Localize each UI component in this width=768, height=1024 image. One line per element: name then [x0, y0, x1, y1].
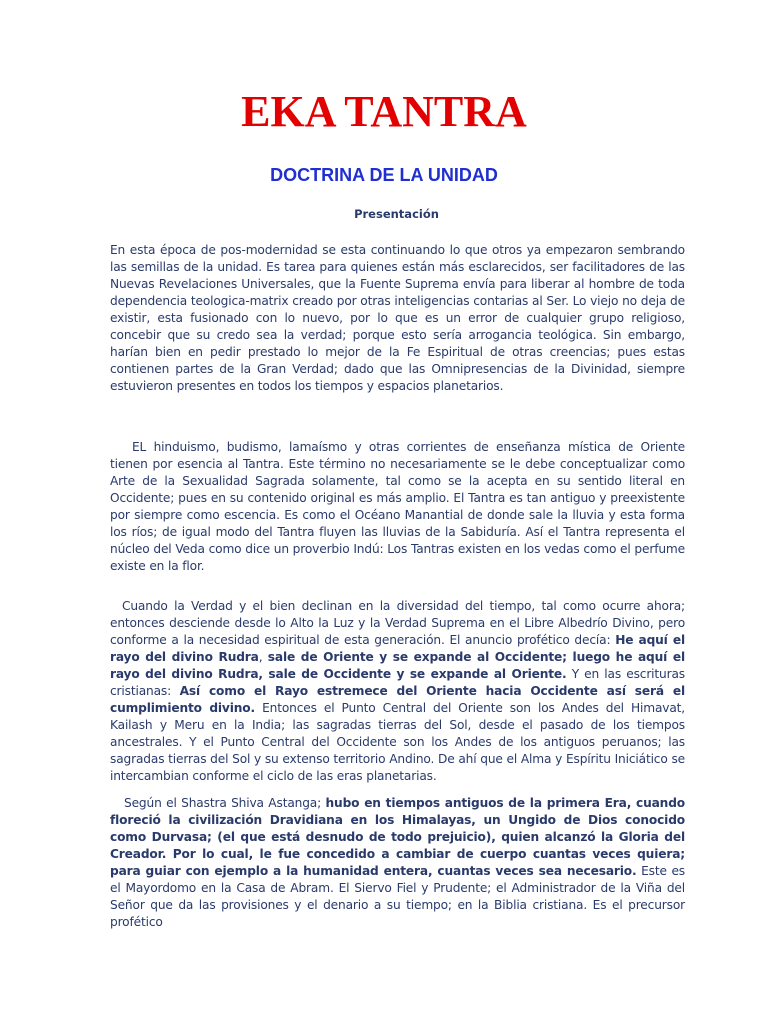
text-run: , — [258, 650, 268, 664]
paragraph-4 — [110, 795, 685, 931]
section-heading: Presentación — [354, 207, 439, 221]
bold-text-run: hubo en tiempos antiguos de la primera Era, cuando floreció la civilización Dravidiana en los Himalayas, un Ungido de Dios conocido como Durvasa; (el que está desnudo de todo prejuicio), quien alcanzó la Gloria del Creador. Por lo cual, le fue concedido a cambiar de cuerpo cuantas veces quiera; para guiar con ejemplo a la humanidad entera, cuantas veces sea necesario. — [110, 796, 685, 878]
text-run: Entonces el Punto Central del Oriente son los Andes del Himavat, Kailash y Meru en la India; las sagradas tierras del Sol, desde el pasado de los tiempos ancestrales. Y el Punto Central del Occidente son los Andes de los antiguos peruanos; las sagradas tierras del Sol y su extenso territorio Andino. De ahí que el Alma y Espíritu Iniciático se intercambian conforme el ciclo de las eras planetarias. — [110, 701, 685, 783]
bold-text-run: He aquí el rayo del divino Rudra — [110, 633, 685, 664]
text-run: Según el Shastra Shiva Astanga; — [124, 796, 326, 810]
paragraph-2 — [110, 439, 685, 575]
document-title: EKA TANTRA — [241, 87, 527, 136]
text-run: EL hinduismo, budismo, lamaísmo y otras corrientes de enseñanza mística de Oriente tienen por esencia al Tantra. Este término no necesariamente se le debe conceptualizar como Arte de la Sexualidad Sagrada solamente, tal como se la acepta en su sentido literal en Occidente; pues en su contenido original es más amplio. El Tantra es tan antiguo y preexistente por siempre como escencia. Es como el Océano Manantial de donde sale la lluvia y esta forma los ríos; de igual modo del Tantra fluyen las lluvias de la Sabiduría. Así el Tantra representa el núcleo del Veda como dice un proverbio Indú: Los Tantras existen en los vedas como el perfume existe en la flor. — [110, 440, 685, 573]
paragraph-3 — [110, 598, 685, 785]
bold-text-run: sale de Oriente y se expande al Occidente; luego he aquí el rayo del divino Rudra, sale de Occidente y se expande al Oriente. — [110, 650, 685, 681]
text-run: Este es el Mayordomo en la Casa de Abram. El Siervo Fiel y Prudente; el Administrador de la Viña del Señor que da las provisiones y el denario a su tiempo; en la Biblia cristiana. Es el precursor profético — [110, 864, 685, 929]
text-run: Y en las escrituras cristianas: — [110, 667, 685, 698]
text-run: En esta época de pos-modernidad se esta continuando lo que otros ya empezaron sembrando las semillas de la unidad. Es tarea para quienes están más esclarecidos, ser facilitadores de las Nuevas Revelaciones Universales, que la Fuente Suprema envía para liberar al hombre de toda dependencia teologica-matrix creado por otras inteligencias contarias al Ser. Lo viejo no deja de existir, esta fusionado con lo nuevo, por lo que es un error de cualquier grupo religioso, concebir que su credo sea la verdad; porque esto sería arrogancia teológica. Sin embargo, harían bien en pedir prestado lo mejor de la Fe Espiritual de otras creencias; pues estas contienen partes de la Gran Verdad; dado que las Omnipresencias de la Divinidad, siempre estuvieron presentes en todos los tiempos y espacios planetarios. — [110, 243, 685, 393]
document-subtitle: DOCTRINA DE LA UNIDAD — [270, 165, 498, 185]
paragraph-1 — [110, 242, 685, 395]
bold-text-run: Así como el Rayo estremece del Oriente hacia Occidente así será el cumplimiento divino. — [110, 684, 685, 715]
text-run: Cuando la Verdad y el bien declinan en la diversidad del tiempo, tal como ocurre ahora; entonces desciende desde lo Alto la Luz y la Verdad Suprema en el Libre Albedrío Divino, pero conforme a la necesidad espiritual de esta generación. El anuncio profético decía: — [110, 599, 685, 647]
